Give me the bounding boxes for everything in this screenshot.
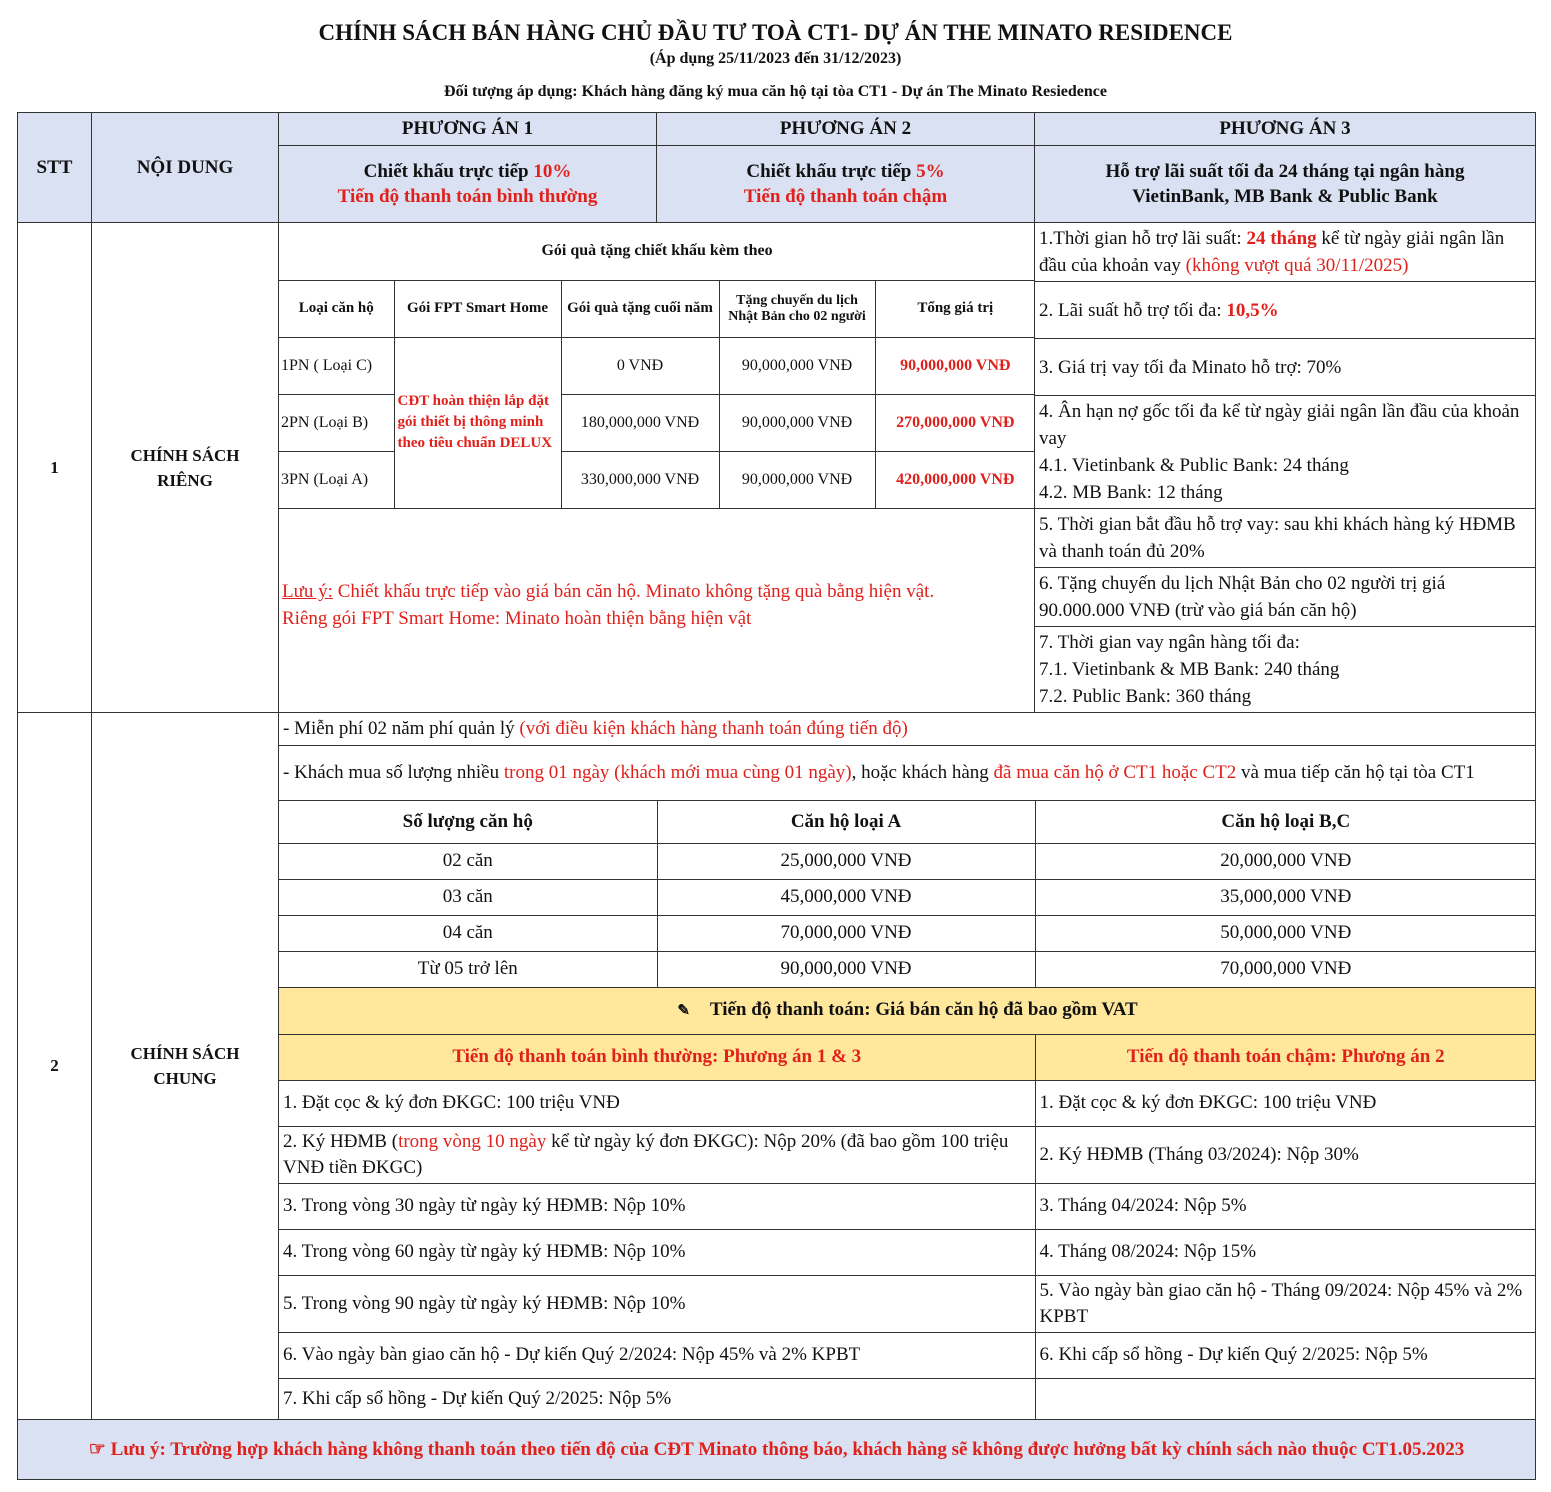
plan3-details bbox=[1035, 223, 1536, 713]
footer-note: ☞ Lưu ý: Trường hợp khách hàng không thanh toán theo tiến độ của CĐT Minato thông báo, khách hàng sẽ không được hưởng bất kỳ chính sách nào thuộc CT1.05.2023 bbox=[18, 1420, 1536, 1480]
qty-row-qty: 03 căn bbox=[279, 879, 657, 915]
gift-col-trip: Tặng chuyến du lịch Nhật Bản cho 02 người bbox=[719, 280, 875, 337]
qty-row-qty: Từ 05 trở lên bbox=[279, 951, 657, 987]
plan2-desc: Chiết khấu trực tiếp 5% Tiến độ thanh toán chậm bbox=[657, 146, 1035, 223]
section2-label: CHÍNH SÁCH CHUNG bbox=[92, 713, 279, 1420]
hand-pointer-icon: ☞ bbox=[88, 1439, 111, 1460]
fpt-note: CĐT hoàn thiện lắp đặt gói thiết bị thông minh theo tiêu chuẩn DELUX bbox=[394, 337, 561, 508]
slow-step-2: 2. Ký HĐMB (Tháng 03/2024): Nộp 30% bbox=[1035, 1126, 1536, 1183]
section1-stt: 1 bbox=[18, 223, 92, 713]
slow-step-1: 1. Đặt cọc & ký đơn ĐKGC: 100 triệu VNĐ bbox=[1035, 1080, 1536, 1126]
qty-row-a: 45,000,000 VNĐ bbox=[657, 879, 1035, 915]
normal-step-5: 5. Trong vòng 90 ngày từ ngày ký HĐMB: Nộp 10% bbox=[279, 1275, 1035, 1332]
qty-row-a: 25,000,000 VNĐ bbox=[657, 843, 1035, 879]
gift-row-yearend: 0 VNĐ bbox=[561, 337, 719, 394]
gift-row-trip: 90,000,000 VNĐ bbox=[719, 451, 875, 508]
normal-step-7: 7. Khi cấp sổ hồng - Dự kiến Quý 2/2025: Nộp 5% bbox=[279, 1378, 1035, 1419]
plan1-desc: Chiết khấu trực tiếp 10% Tiến độ thanh toán bình thường bbox=[279, 146, 657, 223]
plan3-item-2: 2. Lãi suất hỗ trợ tối đa: 10,5% bbox=[1035, 282, 1535, 339]
normal-step-3: 3. Trong vòng 30 ngày từ ngày ký HĐMB: Nộp 10% bbox=[279, 1183, 1035, 1229]
gift-row-yearend: 180,000,000 VNĐ bbox=[561, 394, 719, 451]
gift-package-area bbox=[279, 223, 1035, 713]
qty-row-a: 70,000,000 VNĐ bbox=[657, 915, 1035, 951]
target-audience: Đối tượng áp dụng: Khách hàng đăng ký mua căn hộ tại tòa CT1 - Dự án The Minato Resiedence bbox=[444, 83, 1107, 100]
plan3-item-4: 4. Ân hạn nợ gốc tối đa kể từ ngày giải ngân lần đầu của khoản vay 4.1. Vietinbank & Public Bank: 24 tháng 4.2. MB Bank: 12 tháng bbox=[1035, 396, 1535, 509]
bulk-purchase-note: - Khách mua số lượng nhiều trong 01 ngày (khách mới mua cùng 01 ngày), hoặc khách hàng đã mua căn hộ ở CT1 hoặc CT2 và mua tiếp căn hộ tại tòa CT1 bbox=[279, 745, 1536, 800]
section2-stt: 2 bbox=[18, 713, 92, 1420]
gift-row-total: 270,000,000 VNĐ bbox=[875, 394, 1035, 451]
plan3-item-7: 7. Thời gian vay ngân hàng tối đa: 7.1. Vietinbank & MB Bank: 240 tháng 7.2. Public Bank: 360 tháng bbox=[1039, 632, 1340, 707]
plan3-item-3: 3. Giá trị vay tối đa Minato hỗ trợ: 70% bbox=[1035, 339, 1535, 396]
gift-title: Gói quà tặng chiết khấu kèm theo bbox=[279, 223, 1035, 280]
normal-step-2: 2. Ký HĐMB (trong vòng 10 ngày kể từ ngày ký đơn ĐKGC): Nộp 20% (đã bao gồm 100 triệu VNĐ tiền ĐKGC) bbox=[279, 1126, 1035, 1183]
normal-schedule-header: Tiến độ thanh toán bình thường: Phương án 1 & 3 bbox=[279, 1034, 1035, 1080]
stt-header: STT bbox=[18, 113, 92, 223]
date-range: (Áp dụng 25/11/2023 đến 31/12/2023) bbox=[649, 50, 902, 67]
qty-row-a: 90,000,000 VNĐ bbox=[657, 951, 1035, 987]
slow-step-6: 6. Khi cấp sổ hồng - Dự kiến Quý 2/2025: Nộp 5% bbox=[1035, 1332, 1536, 1378]
normal-step-6: 6. Vào ngày bàn giao căn hộ - Dự kiến Quý 2/2024: Nộp 45% và 2% KPBT bbox=[279, 1332, 1035, 1378]
gift-row-total: 420,000,000 VNĐ bbox=[875, 451, 1035, 508]
plan3-item-5: 5. Thời gian bắt đầu hỗ trợ vay: sau khi khách hàng ký HĐMB và thanh toán đủ 20% bbox=[1035, 509, 1535, 568]
slow-step-3: 3. Tháng 04/2024: Nộp 5% bbox=[1035, 1183, 1536, 1229]
plan2-header: PHƯƠNG ÁN 2 bbox=[657, 113, 1035, 146]
normal-step-1: 1. Đặt cọc & ký đơn ĐKGC: 100 triệu VNĐ bbox=[279, 1080, 1035, 1126]
gift-row-trip: 90,000,000 VNĐ bbox=[719, 337, 875, 394]
gift-col-fpt: Gói FPT Smart Home bbox=[394, 280, 561, 337]
qty-col-header: Số lượng căn hộ bbox=[279, 800, 657, 843]
free-management-fee: - Miễn phí 02 năm phí quản lý (với điều kiện khách hàng thanh toán đúng tiến độ) bbox=[279, 713, 1536, 745]
qty-row-bc: 20,000,000 VNĐ bbox=[1035, 843, 1536, 879]
gift-row-type: 3PN (Loại A) bbox=[279, 451, 394, 508]
slow-schedule-header: Tiến độ thanh toán chậm: Phương án 2 bbox=[1035, 1034, 1536, 1080]
qty-row-bc: 70,000,000 VNĐ bbox=[1035, 951, 1536, 987]
pen-icon: ✎ bbox=[677, 1003, 690, 1019]
policy-table bbox=[17, 112, 1536, 1480]
gift-note: Lưu ý: Chiết khấu trực tiếp vào giá bán căn hộ. Minato không tặng quà bằng hiện vật. Riêng gói FPT Smart Home: Minato hoàn thiện bằng hiện vật bbox=[282, 580, 935, 629]
slow-step-5: 5. Vào ngày bàn giao căn hộ - Tháng 09/2024: Nộp 45% và 2% KPBT bbox=[1035, 1275, 1536, 1332]
general-policy-area bbox=[279, 713, 1536, 1420]
normal-step-4: 4. Trong vòng 60 ngày từ ngày ký HĐMB: Nộp 10% bbox=[279, 1229, 1035, 1275]
gift-row-type: 1PN ( Loại C) bbox=[279, 337, 394, 394]
page-title: CHÍNH SÁCH BÁN HÀNG CHỦ ĐẦU TƯ TOÀ CT1- DỰ ÁN THE MINATO RESIDENCE bbox=[318, 20, 1233, 45]
plan3-item-1: 1.Thời gian hỗ trợ lãi suất: 24 tháng kể từ ngày giải ngân lần đầu của khoản vay (không vượt quá 30/11/2025) bbox=[1035, 223, 1535, 282]
gift-col-total: Tổng giá trị bbox=[875, 280, 1035, 337]
qty-row-bc: 50,000,000 VNĐ bbox=[1035, 915, 1536, 951]
slow-step-empty bbox=[1035, 1378, 1536, 1419]
gift-row-trip: 90,000,000 VNĐ bbox=[719, 394, 875, 451]
type-a-col-header: Căn hộ loại A bbox=[657, 800, 1035, 843]
gift-row-total: 90,000,000 VNĐ bbox=[875, 337, 1035, 394]
plan3-header: PHƯƠNG ÁN 3 bbox=[1035, 113, 1536, 146]
plan3-item-6: 6. Tặng chuyến du lịch Nhật Bản cho 02 người trị giá 90.000.000 VNĐ (trừ vào giá bán căn hộ) bbox=[1035, 568, 1535, 627]
payment-schedule-title: ✎ Tiến độ thanh toán: Giá bán căn hộ đã bao gồm VAT bbox=[279, 987, 1536, 1034]
content-header: NỘI DUNG bbox=[92, 113, 279, 223]
qty-row-qty: 02 căn bbox=[279, 843, 657, 879]
qty-row-bc: 35,000,000 VNĐ bbox=[1035, 879, 1536, 915]
gift-row-yearend: 330,000,000 VNĐ bbox=[561, 451, 719, 508]
gift-col-type: Loại căn hộ bbox=[279, 280, 394, 337]
plan1-header: PHƯƠNG ÁN 1 bbox=[279, 113, 657, 146]
section1-label: CHÍNH SÁCH RIÊNG bbox=[92, 223, 279, 713]
gift-col-yearend: Gói quà tặng cuối năm bbox=[561, 280, 719, 337]
qty-row-qty: 04 căn bbox=[279, 915, 657, 951]
type-bc-col-header: Căn hộ loại B,C bbox=[1035, 800, 1536, 843]
plan3-desc: Hỗ trợ lãi suất tối đa 24 tháng tại ngân hàng VietinBank, MB Bank & Public Bank bbox=[1035, 146, 1536, 223]
slow-step-4: 4. Tháng 08/2024: Nộp 15% bbox=[1035, 1229, 1536, 1275]
gift-row-type: 2PN (Loại B) bbox=[279, 394, 394, 451]
